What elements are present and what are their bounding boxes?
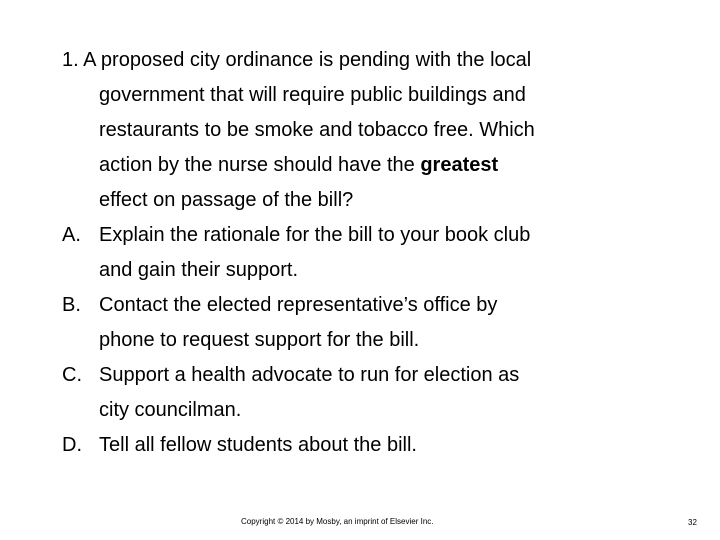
option-c-text-1: Support a health advocate to run for election as <box>99 364 520 386</box>
option-b-text-1: Contact the elected representative’s office by <box>99 294 498 316</box>
question-text-5: effect on passage of the bill? <box>99 189 354 211</box>
question-line-4 <box>99 148 498 183</box>
option-d-text-1: Tell all fellow students about the bill. <box>99 434 417 456</box>
page-number: 32 <box>688 518 697 527</box>
question-text-1: A proposed city ordinance is pending with the local <box>83 49 532 71</box>
option-b <box>62 288 81 323</box>
option-d-letter: D. <box>62 434 82 456</box>
option-a-letter: A. <box>62 224 81 246</box>
copyright-footer: Copyright © 2014 by Mosby, an imprint of Elsevier Inc. <box>241 517 434 526</box>
option-a-text-2: and gain their support. <box>99 259 299 281</box>
option-d <box>62 428 82 463</box>
option-c <box>62 358 82 393</box>
option-a <box>62 218 81 253</box>
option-b-letter: B. <box>62 294 81 316</box>
option-c-text-2: city councilman. <box>99 399 242 421</box>
question-number: 1. <box>62 49 79 71</box>
question-text-3: restaurants to be smoke and tobacco free. Which <box>99 119 535 141</box>
question-text-4: action by the nurse should have the <box>99 154 421 176</box>
question-text-2: government that will require public buildings and <box>99 84 526 106</box>
option-b-text-2: phone to request support for the bill. <box>99 329 420 351</box>
option-a-text-1: Explain the rationale for the bill to your book club <box>99 224 531 246</box>
question-line-1 <box>62 43 531 78</box>
question-emphasis: greatest <box>420 154 499 176</box>
option-c-letter: C. <box>62 364 82 386</box>
